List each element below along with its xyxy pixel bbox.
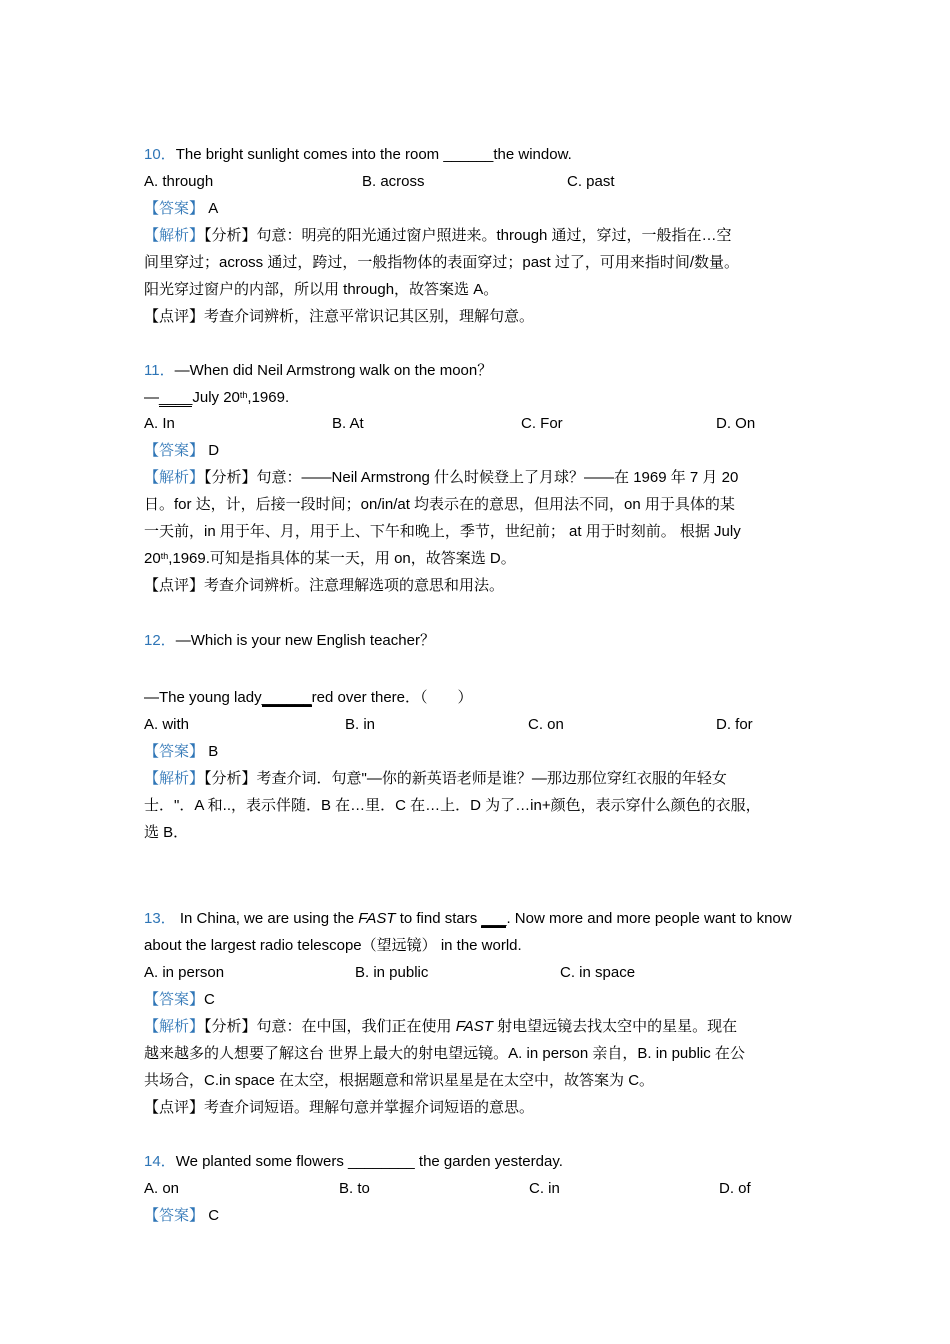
option-c: C. in (529, 1180, 560, 1197)
answer-line (144, 199, 218, 219)
option-c: C. in space (560, 964, 636, 981)
question-number: 11． (144, 362, 175, 379)
question-text: —Which is your new English teacher？ (175, 632, 435, 649)
analysis-line (144, 468, 738, 488)
question-11-line2 (144, 388, 289, 408)
question-12-stem (144, 631, 435, 651)
answer-tag: 【答案】 (144, 991, 205, 1008)
answer-value: D (208, 442, 220, 459)
superscript: th (239, 390, 248, 400)
option-a: A. in person (144, 964, 225, 981)
answer-value: A (208, 200, 219, 217)
answer-tag: 【答案】 (144, 743, 205, 760)
question-text: red over there．（ ） (311, 689, 473, 706)
date-year: ,1969. (247, 389, 290, 406)
analysis-tag: 【解析】 (144, 227, 205, 244)
question-number: 13． (144, 910, 176, 927)
question-10-stem (144, 145, 572, 165)
analysis-text: 【分析】句意：——Neil Armstrong 什么时候登上了月球？——在 1969 年 7 月 20 (204, 469, 739, 486)
analysis-line: 日。for 达，计，后接一段时间；on/in/at 均表示在的意思，但用法不同，on 用于具体的某 (144, 496, 735, 513)
answer-value: C (204, 991, 215, 1008)
option-d: D. On (716, 415, 756, 432)
question-12-line2 (144, 688, 473, 708)
analysis-line: 一天前，in 用于年、月，用于上、下午和晚上，季节，世纪前； at 用于时刻前。 根据 July (144, 523, 741, 540)
question-text: We planted some flowers ________ the garden yesterday. (175, 1153, 563, 1170)
option-a: A. on (144, 1180, 180, 1197)
analysis-line: 阳光穿过窗户的内部，所以用 through，故答案选 A。 (144, 281, 499, 298)
date-text: July 20 (192, 389, 240, 406)
option-a: A. In (144, 415, 175, 432)
blank: ___ (481, 910, 507, 927)
analysis-line (144, 226, 732, 246)
analysis-text: 【分析】句意：在中国，我们正在使用 (204, 1018, 456, 1035)
analysis-line (144, 1017, 737, 1037)
comment-line: 【点评】考查介词辨析，注意平常识记其区别，理解句意。 (144, 308, 535, 325)
analysis-text: 【分析】句意：明亮的阳光通过窗户照进来。through 通过，穿过，一般指在…空 (204, 227, 732, 244)
question-text: In China, we are using the (175, 910, 359, 927)
answer-line (144, 1206, 219, 1226)
comment-line: 【点评】考查介词辨析。注意理解选项的意思和用法。 (144, 577, 505, 594)
option-d: D. of (719, 1180, 751, 1197)
superscript: th (160, 551, 169, 561)
analysis-tag: 【解析】 (144, 469, 205, 486)
option-b: B. in public (355, 964, 429, 981)
question-number: 14． (144, 1153, 176, 1170)
option-a: A. with (144, 716, 190, 733)
answer-tag: 【答案】 (144, 442, 205, 459)
comment-line: 【点评】考查介词短语。理解句意并掌握介词短语的意思。 (144, 1099, 535, 1116)
answer-line (144, 742, 218, 762)
analysis-line (144, 769, 727, 789)
question-14-stem (144, 1152, 563, 1172)
analysis-text: 20 (144, 550, 161, 567)
question-number: 12． (144, 632, 176, 649)
option-a: A. through (144, 173, 214, 190)
question-text: . Now more and more people want to know (506, 910, 792, 927)
option-b: B. to (339, 1180, 370, 1197)
question-13-line2: about the largest radio telescope（望远镜） in the world. (144, 937, 522, 954)
analysis-line (144, 549, 516, 569)
analysis-text: 射电望远镜去找太空中的星星。现在 (492, 1018, 738, 1035)
option-c: C. past (567, 173, 615, 190)
blank: ____ (159, 389, 193, 406)
analysis-line: 选 B． (144, 824, 189, 841)
analysis-line: 共场合，C.in space 在太空，根据题意和常识星星是在太空中，故答案为 C。 (144, 1072, 655, 1089)
question-text: —The young lady (144, 689, 262, 706)
question-13-stem (144, 909, 792, 929)
question-text: to find stars (395, 910, 482, 927)
analysis-text-italic: FAST (455, 1018, 493, 1035)
option-d: D. for (716, 716, 753, 733)
analysis-line: 间里穿过；across 通过，跨过，一般指物体的表面穿过；past 过了，可用来指时间/数量。 (144, 254, 740, 271)
option-b: B. across (362, 173, 425, 190)
analysis-tag: 【解析】 (144, 770, 205, 787)
answer-line (144, 441, 219, 461)
option-c: C. For (521, 415, 563, 432)
answer-value: B (208, 743, 219, 760)
blank: ______ (261, 689, 312, 706)
answer-tag: 【答案】 (144, 1207, 205, 1224)
question-text-italic: FAST (358, 910, 396, 927)
option-b: B. At (332, 415, 364, 432)
answer-value: C (208, 1207, 220, 1224)
question-text: The bright sunlight comes into the room ______the window. (175, 146, 572, 163)
analysis-text: 【分析】考查介词．句意"—你的新英语老师是谁？—那边那位穿红衣服的年轻女 (204, 770, 727, 787)
dash: — (144, 389, 159, 406)
analysis-line: 越来越多的人想要了解这台 世界上最大的射电望远镜。A. in person 亲自，B. in public 在公 (144, 1045, 745, 1062)
question-text: —When did Neil Armstrong walk on the moon？ (174, 362, 493, 379)
question-11-stem (144, 361, 492, 381)
answer-tag: 【答案】 (144, 200, 205, 217)
option-c: C. on (528, 716, 564, 733)
question-number: 10． (144, 146, 176, 163)
answer-line (144, 990, 215, 1010)
option-b: B. in (345, 716, 376, 733)
analysis-line: 士．"．A 和..，表示伴随．B 在…里．C 在…上．D 为了…in+颜色，表示穿什么颜色的衣服， (144, 797, 761, 814)
analysis-text: ,1969.可知是指具体的某一天，用 on，故答案选 D。 (168, 550, 516, 567)
analysis-tag: 【解析】 (144, 1018, 205, 1035)
